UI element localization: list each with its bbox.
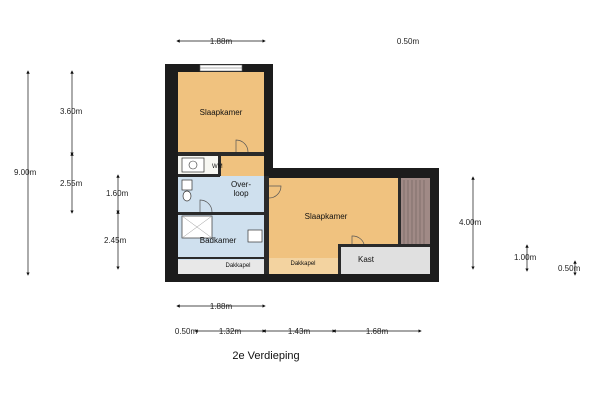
dim-seg-2: 1.32m	[218, 327, 242, 336]
sink-icon	[248, 230, 262, 242]
dim-kast-right: 0.50m	[558, 264, 581, 273]
dormer-left-label: Dakkapel	[225, 263, 251, 269]
dim-top-right: 0.50m	[396, 37, 420, 46]
dim-right-height: 4.00m	[459, 218, 482, 227]
dim-middle-height: 2.55m	[60, 179, 83, 188]
bedroom-top-label: Slaapkamer	[199, 108, 243, 117]
window-top	[200, 65, 242, 71]
landing-label-2: loop	[233, 189, 249, 198]
bedroom-right-label: Slaapkamer	[304, 212, 348, 221]
dim-bottom-width: 1.88m	[209, 302, 233, 311]
bathroom-label: Badkamer	[199, 236, 237, 245]
dormer-left	[178, 260, 264, 274]
dim-seg-3: 1.43m	[287, 327, 311, 336]
dim-kast-height: 1.00m	[514, 253, 537, 262]
landing-label-1: Over-	[231, 180, 251, 189]
washer-label: WM	[212, 164, 223, 170]
dim-seg-4: 1.68m	[365, 327, 389, 336]
toilet-icon	[182, 180, 192, 190]
dim-bath-height: 2.45m	[104, 236, 127, 245]
storage-floor	[340, 246, 430, 274]
dim-total-height: 9.00m	[14, 168, 37, 177]
floor-title: 2e Verdieping	[232, 350, 300, 362]
dim-top-width: 1.88m	[209, 37, 233, 46]
dim-seg-1: 0.50m	[174, 327, 198, 336]
dim-upper-height: 3.60m	[60, 107, 83, 116]
washing-machine-icon	[182, 158, 204, 172]
storage-label: Kast	[357, 255, 375, 264]
dim-landing-height: 1.60m	[106, 189, 129, 198]
right-strip-floor	[400, 178, 430, 246]
dormer-mid-label: Dakkapel	[290, 261, 316, 267]
